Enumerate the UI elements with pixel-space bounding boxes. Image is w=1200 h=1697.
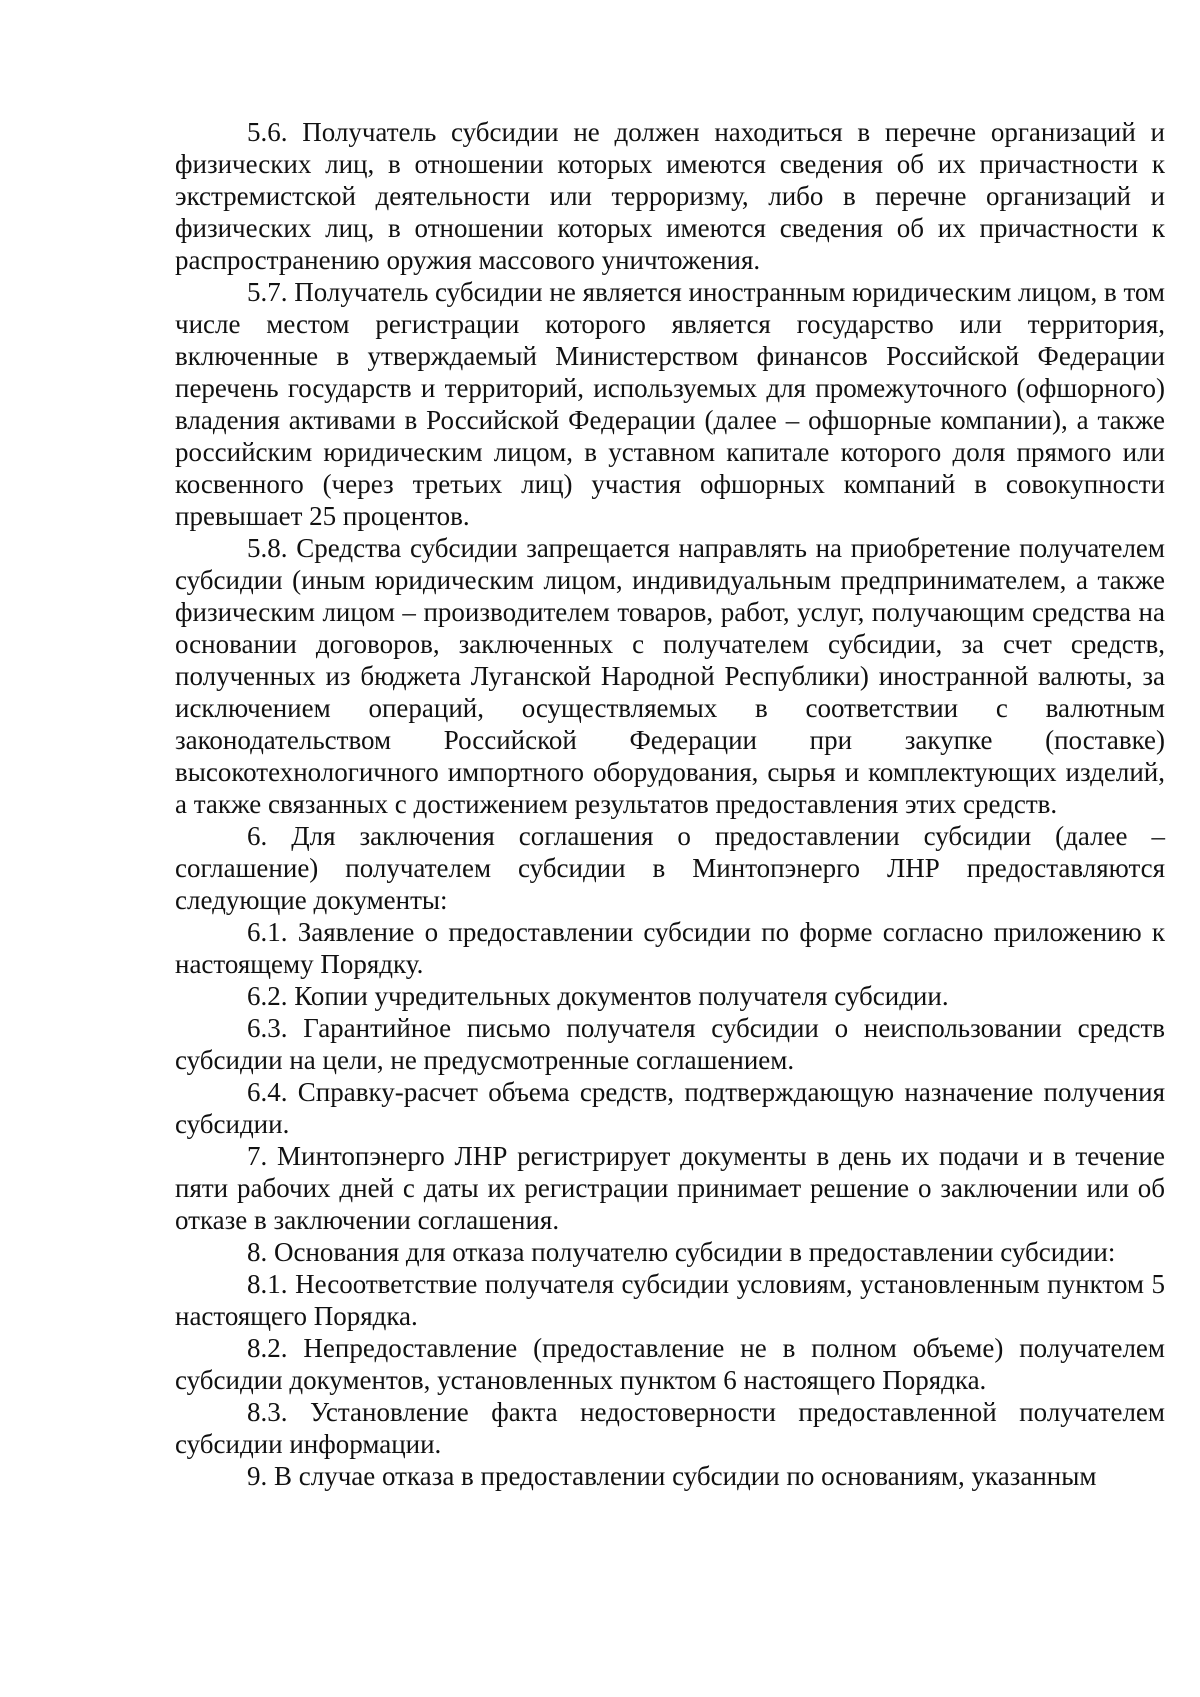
paragraph-8-1: 8.1. Несоответствие получателя субсидии условиям, установленным пунктом 5 настоящего Порядка. [175, 1269, 1165, 1331]
document-body [175, 116, 1165, 1492]
paragraph-7: 7. Минтопэнерго ЛНР регистрирует документы в день их подачи и в течение пяти рабочих дней с даты их регистрации принимает решение о заключении или об отказе в заключении соглашения. [175, 1141, 1165, 1235]
paragraph-5-6: 5.6. Получатель субсидии не должен находиться в перечне организаций и физических лиц, в отношении которых имеются сведения об их причастности к экстремистской деятельности или терроризму, либо в перечне организаций и физических лиц, в отношении которых имеются сведения об их причастности к распространению оружия массового уничтожения. [175, 117, 1165, 275]
paragraph-5-8: 5.8. Средства субсидии запрещается направлять на приобретение получателем субсидии (иным юридическим лицом, индивидуальным предпринимателем, а также физическим лицом – производителем товаров, работ, услуг, получающим средства на основании договоров, заключенных с получателем субсидии, за счет средств, полученных из бюджета Луганской Народной Республики) иностранной валюты, за исключением операций, осуществляемых в соответствии с валютным законодательством Российской Федерации при закупке (поставке) высокотехнологичного импортного оборудования, сырья и комплектующих изделий, а также связанных с достижением результатов предоставления этих средств. [175, 533, 1165, 819]
paragraph-8-3: 8.3. Установление факта недостоверности предоставленной получателем субсидии информации. [175, 1397, 1165, 1459]
paragraph-6-2: 6.2. Копии учредительных документов получателя субсидии. [247, 981, 949, 1011]
paragraph-6-3: 6.3. Гарантийное письмо получателя субсидии о неиспользовании средств субсидии на цели, не предусмотренные соглашением. [175, 1013, 1165, 1075]
paragraph-6-1: 6.1. Заявление о предоставлении субсидии по форме согласно приложению к настоящему Порядку. [175, 917, 1165, 979]
paragraph-6-4: 6.4. Справку-расчет объема средств, подтверждающую назначение получения субсидии. [175, 1077, 1165, 1139]
paragraph-8: 8. Основания для отказа получателю субсидии в предоставлении субсидии: [247, 1237, 1116, 1267]
paragraph-6: 6. Для заключения соглашения о предоставлении субсидии (далее – соглашение) получателем субсидии в Минтопэнерго ЛНР предоставляются следующие документы: [175, 821, 1165, 915]
paragraph-9: 9. В случае отказа в предоставлении субсидии по основаниям, указанным [247, 1461, 1097, 1491]
paragraph-5-7: 5.7. Получатель субсидии не является иностранным юридическим лицом, в том числе местом регистрации которого является государство или территория, включенные в утверждаемый Министерством финансов Российской Федерации перечень государств и территорий, используемых для промежуточного (офшорного) владения активами в Российской Федерации (далее – офшорные компании), а также российским юридическим лицом, в уставном капитале которого доля прямого или косвенного (через третьих лиц) участия офшорных компаний в совокупности превышает 25 процентов. [175, 277, 1165, 531]
paragraph-8-2: 8.2. Непредоставление (предоставление не в полном объеме) получателем субсидии документов, установленных пунктом 6 настоящего Порядка. [175, 1333, 1165, 1395]
